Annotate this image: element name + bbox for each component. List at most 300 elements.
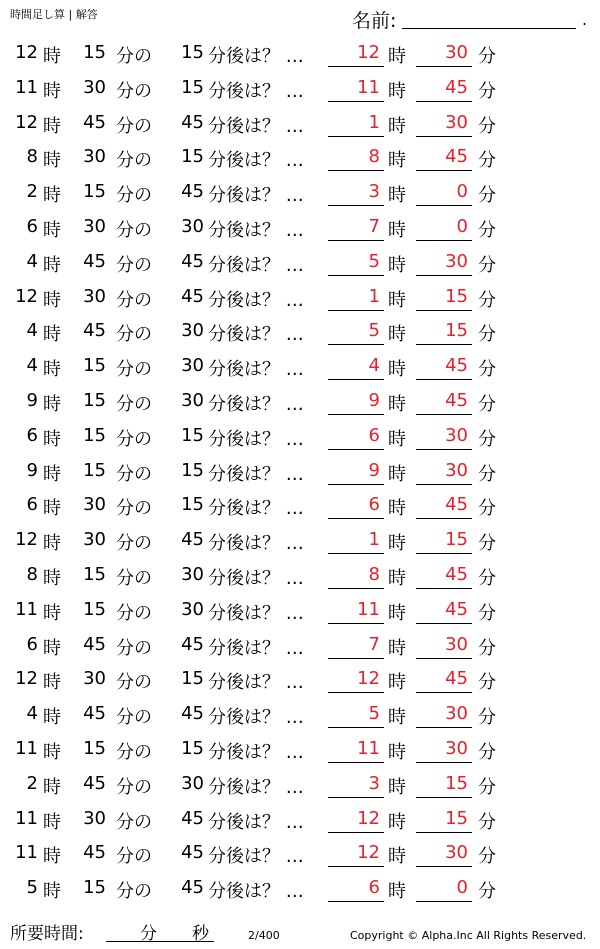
question-minute: 45 bbox=[83, 111, 106, 133]
question-minute: 30 bbox=[83, 529, 106, 551]
answer-minute-blank[interactable] bbox=[416, 658, 472, 659]
minute-of-label: 分の bbox=[116, 846, 152, 868]
hour-unit: 時 bbox=[43, 811, 61, 833]
answer-hour-unit: 時 bbox=[388, 393, 406, 415]
minutes-after-label: 分後は？ … bbox=[208, 846, 304, 868]
hour-unit: 時 bbox=[43, 80, 61, 102]
minutes-after-label: 分後は？ … bbox=[208, 289, 304, 311]
answer-minute-blank[interactable] bbox=[416, 66, 472, 67]
answer-hour-unit: 時 bbox=[388, 741, 406, 763]
answer-minute-blank[interactable] bbox=[416, 205, 472, 206]
minutes-after-label: 分後は？ … bbox=[208, 324, 304, 346]
answer-hour-unit: 時 bbox=[388, 498, 406, 520]
minutes-after-label: 分後は？ … bbox=[208, 219, 304, 241]
answer-hour-unit: 時 bbox=[388, 567, 406, 589]
minute-of-label: 分の bbox=[116, 46, 152, 67]
answer-hour: 4 bbox=[368, 355, 380, 377]
answer-hour-blank[interactable] bbox=[328, 136, 384, 137]
question-hour: 11 bbox=[15, 807, 38, 829]
answer-minute: 45 bbox=[445, 494, 468, 516]
question-minute: 15 bbox=[83, 877, 106, 899]
answer-minute-blank[interactable] bbox=[416, 588, 472, 589]
answer-minute-unit: 分 bbox=[478, 533, 496, 555]
answer-minute: 30 bbox=[445, 424, 468, 446]
question-hour: 6 bbox=[26, 633, 38, 655]
answer-hour-blank[interactable] bbox=[328, 658, 384, 659]
added-minutes: 45 bbox=[181, 877, 204, 899]
answer-hour-unit: 時 bbox=[388, 359, 406, 381]
question-hour: 4 bbox=[26, 703, 38, 725]
problem-row bbox=[0, 664, 600, 699]
question-minute: 30 bbox=[83, 668, 106, 690]
problem-row bbox=[0, 769, 600, 804]
added-minutes: 45 bbox=[181, 111, 204, 133]
question-hour: 4 bbox=[26, 250, 38, 272]
answer-hour: 3 bbox=[368, 181, 380, 203]
answer-minute: 45 bbox=[445, 76, 468, 98]
question-minute: 45 bbox=[83, 320, 106, 342]
added-minutes: 15 bbox=[181, 42, 204, 63]
hour-unit: 時 bbox=[43, 846, 61, 868]
answer-minute-blank[interactable] bbox=[416, 240, 472, 241]
question-minute: 45 bbox=[83, 772, 106, 794]
problem-row bbox=[0, 456, 600, 491]
question-hour: 2 bbox=[26, 772, 38, 794]
question-hour: 8 bbox=[26, 146, 38, 168]
minutes-after-label: 分後は？ … bbox=[208, 533, 304, 555]
answer-minute-blank[interactable] bbox=[416, 414, 472, 415]
added-minutes: 30 bbox=[181, 598, 204, 620]
answer-minute-blank[interactable] bbox=[416, 484, 472, 485]
answer-minute: 15 bbox=[445, 285, 468, 307]
minute-of-label: 分の bbox=[116, 776, 152, 798]
hour-unit: 時 bbox=[43, 185, 61, 207]
answer-minute-unit: 分 bbox=[478, 428, 496, 450]
problem-row bbox=[0, 351, 600, 386]
minutes-after-label: 分後は？ … bbox=[208, 254, 304, 276]
hour-unit: 時 bbox=[43, 115, 61, 137]
added-minutes: 15 bbox=[181, 494, 204, 516]
answer-hour-blank[interactable] bbox=[328, 901, 384, 902]
answer-hour: 12 bbox=[357, 42, 380, 63]
minute-of-label: 分の bbox=[116, 672, 152, 694]
answer-minute: 30 bbox=[445, 703, 468, 725]
minutes-after-label: 分後は？ … bbox=[208, 393, 304, 415]
minute-of-label: 分の bbox=[116, 498, 152, 520]
question-hour: 12 bbox=[15, 668, 38, 690]
problem-row bbox=[0, 73, 600, 108]
answer-hour: 11 bbox=[357, 598, 380, 620]
question-minute: 15 bbox=[83, 459, 106, 481]
minute-of-label: 分の bbox=[116, 289, 152, 311]
answer-hour-blank[interactable] bbox=[328, 205, 384, 206]
problem-row bbox=[0, 316, 600, 351]
answer-hour: 7 bbox=[368, 633, 380, 655]
answer-minute-blank[interactable] bbox=[416, 553, 472, 554]
answer-minute-blank[interactable] bbox=[416, 136, 472, 137]
answer-hour-blank[interactable] bbox=[328, 484, 384, 485]
answer-minute-blank[interactable] bbox=[416, 310, 472, 311]
question-hour: 12 bbox=[15, 285, 38, 307]
question-hour: 12 bbox=[15, 111, 38, 133]
question-hour: 2 bbox=[26, 181, 38, 203]
problem-row bbox=[0, 560, 600, 595]
answer-hour-unit: 時 bbox=[388, 533, 406, 555]
answer-hour-blank[interactable] bbox=[328, 414, 384, 415]
added-minutes: 15 bbox=[181, 668, 204, 690]
minute-of-label: 分の bbox=[116, 741, 152, 763]
answer-hour: 9 bbox=[368, 459, 380, 481]
answer-minute-blank[interactable] bbox=[416, 623, 472, 624]
answer-minute: 0 bbox=[456, 877, 468, 899]
answer-minute-blank[interactable] bbox=[416, 101, 472, 102]
answer-minute-blank[interactable] bbox=[416, 832, 472, 833]
hour-unit: 時 bbox=[43, 498, 61, 520]
answer-hour-blank[interactable] bbox=[328, 379, 384, 380]
answer-hour: 11 bbox=[357, 76, 380, 98]
answer-hour: 12 bbox=[357, 807, 380, 829]
time-second-unit: 秒 bbox=[192, 924, 209, 944]
minutes-after-label: 分後は？ … bbox=[208, 776, 304, 798]
minutes-after-label: 分後は？ … bbox=[208, 46, 304, 67]
answer-minute-unit: 分 bbox=[478, 811, 496, 833]
minute-of-label: 分の bbox=[116, 602, 152, 624]
answer-minute-blank[interactable] bbox=[416, 727, 472, 728]
hour-unit: 時 bbox=[43, 567, 61, 589]
minute-of-label: 分の bbox=[116, 428, 152, 450]
answer-minute: 45 bbox=[445, 389, 468, 411]
question-minute: 45 bbox=[83, 633, 106, 655]
answer-hour-unit: 時 bbox=[388, 254, 406, 276]
answer-hour: 6 bbox=[368, 877, 380, 899]
minute-of-label: 分の bbox=[116, 254, 152, 276]
answer-hour-unit: 時 bbox=[388, 324, 406, 346]
question-minute: 15 bbox=[83, 563, 106, 585]
problem-row bbox=[0, 699, 600, 734]
answer-minute-unit: 分 bbox=[478, 115, 496, 137]
question-minute: 15 bbox=[83, 598, 106, 620]
minutes-after-label: 分後は？ … bbox=[208, 672, 304, 694]
answer-minute-blank[interactable] bbox=[416, 797, 472, 798]
problem-row bbox=[0, 108, 600, 143]
answer-hour-blank[interactable] bbox=[328, 170, 384, 171]
question-minute: 30 bbox=[83, 215, 106, 237]
answer-hour-unit: 時 bbox=[388, 428, 406, 450]
question-minute: 15 bbox=[83, 424, 106, 446]
answer-minute-unit: 分 bbox=[478, 80, 496, 102]
minute-of-label: 分の bbox=[116, 115, 152, 137]
added-minutes: 30 bbox=[181, 389, 204, 411]
answer-hour-unit: 時 bbox=[388, 776, 406, 798]
problem-row bbox=[0, 177, 600, 212]
question-hour: 6 bbox=[26, 215, 38, 237]
problem-row bbox=[0, 873, 600, 908]
minutes-after-label: 分後は？ … bbox=[208, 498, 304, 520]
answer-hour: 5 bbox=[368, 320, 380, 342]
question-minute: 30 bbox=[83, 807, 106, 829]
hour-unit: 時 bbox=[43, 463, 61, 485]
question-minute: 30 bbox=[83, 494, 106, 516]
answer-hour: 5 bbox=[368, 703, 380, 725]
minute-of-label: 分の bbox=[116, 811, 152, 833]
answer-hour: 8 bbox=[368, 563, 380, 585]
added-minutes: 45 bbox=[181, 529, 204, 551]
answer-minute-unit: 分 bbox=[478, 741, 496, 763]
name-field[interactable] bbox=[352, 6, 592, 32]
answer-minute-unit: 分 bbox=[478, 185, 496, 207]
minute-of-label: 分の bbox=[116, 80, 152, 102]
minute-of-label: 分の bbox=[116, 881, 152, 903]
added-minutes: 15 bbox=[181, 76, 204, 98]
answer-hour: 1 bbox=[368, 111, 380, 133]
question-hour: 11 bbox=[15, 76, 38, 98]
answer-minute-unit: 分 bbox=[478, 359, 496, 381]
question-hour: 6 bbox=[26, 494, 38, 516]
answer-hour-blank[interactable] bbox=[328, 762, 384, 763]
added-minutes: 45 bbox=[181, 250, 204, 272]
answer-hour: 1 bbox=[368, 285, 380, 307]
answer-hour: 11 bbox=[357, 737, 380, 759]
minute-of-label: 分の bbox=[116, 707, 152, 729]
problem-row bbox=[0, 838, 600, 873]
answer-minute-blank[interactable] bbox=[416, 518, 472, 519]
problem-list bbox=[0, 38, 600, 908]
added-minutes: 45 bbox=[181, 842, 204, 864]
added-minutes: 15 bbox=[181, 737, 204, 759]
answer-hour-unit: 時 bbox=[388, 115, 406, 137]
question-hour: 9 bbox=[26, 459, 38, 481]
question-hour: 11 bbox=[15, 737, 38, 759]
added-minutes: 30 bbox=[181, 355, 204, 377]
question-minute: 30 bbox=[83, 146, 106, 168]
added-minutes: 30 bbox=[181, 772, 204, 794]
name-label: 名前: bbox=[352, 10, 397, 32]
added-minutes: 45 bbox=[181, 285, 204, 307]
answer-hour-unit: 時 bbox=[388, 80, 406, 102]
answer-minute: 0 bbox=[456, 181, 468, 203]
answer-hour-unit: 時 bbox=[388, 672, 406, 694]
added-minutes: 15 bbox=[181, 459, 204, 481]
hour-unit: 時 bbox=[43, 707, 61, 729]
answer-minute: 30 bbox=[445, 633, 468, 655]
answer-hour-blank[interactable] bbox=[328, 101, 384, 102]
answer-hour-blank[interactable] bbox=[328, 553, 384, 554]
answer-minute-blank[interactable] bbox=[416, 344, 472, 345]
minutes-after-label: 分後は？ … bbox=[208, 185, 304, 207]
answer-minute: 30 bbox=[445, 459, 468, 481]
minute-of-label: 分の bbox=[116, 567, 152, 589]
answer-hour-blank[interactable] bbox=[328, 588, 384, 589]
hour-unit: 時 bbox=[43, 359, 61, 381]
answer-hour-unit: 時 bbox=[388, 463, 406, 485]
minutes-after-label: 分後は？ … bbox=[208, 80, 304, 102]
answer-hour-blank[interactable] bbox=[328, 832, 384, 833]
answer-minute-blank[interactable] bbox=[416, 275, 472, 276]
answer-hour: 3 bbox=[368, 772, 380, 794]
answer-hour-unit: 時 bbox=[388, 811, 406, 833]
problem-row bbox=[0, 595, 600, 630]
answer-hour-unit: 時 bbox=[388, 219, 406, 241]
answer-minute: 45 bbox=[445, 598, 468, 620]
name-end-mark: . bbox=[582, 10, 588, 29]
answer-minute-unit: 分 bbox=[478, 254, 496, 276]
question-minute: 15 bbox=[83, 737, 106, 759]
answer-hour: 12 bbox=[357, 668, 380, 690]
answer-minute-unit: 分 bbox=[478, 881, 496, 903]
minutes-after-label: 分後は？ … bbox=[208, 567, 304, 589]
problem-row bbox=[0, 734, 600, 769]
added-minutes: 45 bbox=[181, 807, 204, 829]
question-minute: 30 bbox=[83, 285, 106, 307]
added-minutes: 45 bbox=[181, 181, 204, 203]
answer-minute: 15 bbox=[445, 772, 468, 794]
answer-minute-blank[interactable] bbox=[416, 449, 472, 450]
answer-minute: 0 bbox=[456, 215, 468, 237]
question-hour: 4 bbox=[26, 320, 38, 342]
answer-hour-blank[interactable] bbox=[328, 344, 384, 345]
question-minute: 45 bbox=[83, 703, 106, 725]
answer-minute-blank[interactable] bbox=[416, 170, 472, 171]
worksheet-title: 時間足し算 | 解答 bbox=[10, 8, 98, 21]
answer-minute: 15 bbox=[445, 807, 468, 829]
minutes-after-label: 分後は？ … bbox=[208, 637, 304, 659]
answer-hour-blank[interactable] bbox=[328, 692, 384, 693]
problem-row bbox=[0, 386, 600, 421]
question-hour: 9 bbox=[26, 389, 38, 411]
question-hour: 12 bbox=[15, 529, 38, 551]
minute-of-label: 分の bbox=[116, 393, 152, 415]
answer-hour-blank[interactable] bbox=[328, 449, 384, 450]
question-hour: 12 bbox=[15, 42, 38, 63]
answer-minute-unit: 分 bbox=[478, 776, 496, 798]
hour-unit: 時 bbox=[43, 393, 61, 415]
answer-minute-unit: 分 bbox=[478, 498, 496, 520]
answer-minute-blank[interactable] bbox=[416, 379, 472, 380]
problem-row bbox=[0, 804, 600, 839]
answer-hour: 9 bbox=[368, 389, 380, 411]
question-minute: 15 bbox=[83, 389, 106, 411]
question-hour: 11 bbox=[15, 598, 38, 620]
answer-minute-unit: 分 bbox=[478, 672, 496, 694]
answer-minute-blank[interactable] bbox=[416, 866, 472, 867]
answer-minute: 15 bbox=[445, 320, 468, 342]
minute-of-label: 分の bbox=[116, 637, 152, 659]
added-minutes: 15 bbox=[181, 424, 204, 446]
answer-hour-unit: 時 bbox=[388, 846, 406, 868]
hour-unit: 時 bbox=[43, 672, 61, 694]
answer-minute-unit: 分 bbox=[478, 150, 496, 172]
problem-row bbox=[0, 525, 600, 560]
minute-of-label: 分の bbox=[116, 219, 152, 241]
answer-minute-unit: 分 bbox=[478, 289, 496, 311]
minute-of-label: 分の bbox=[116, 359, 152, 381]
answer-hour-blank[interactable] bbox=[328, 310, 384, 311]
question-hour: 8 bbox=[26, 563, 38, 585]
answer-minute-unit: 分 bbox=[478, 324, 496, 346]
answer-hour-blank[interactable] bbox=[328, 518, 384, 519]
question-minute: 30 bbox=[83, 76, 106, 98]
minutes-after-label: 分後は？ … bbox=[208, 741, 304, 763]
problem-row bbox=[0, 282, 600, 317]
answer-minute: 45 bbox=[445, 355, 468, 377]
added-minutes: 15 bbox=[181, 146, 204, 168]
page-number: 2/400 bbox=[248, 929, 280, 942]
minute-of-label: 分の bbox=[116, 463, 152, 485]
answer-hour-blank[interactable] bbox=[328, 797, 384, 798]
answer-hour: 8 bbox=[368, 146, 380, 168]
answer-hour-blank[interactable] bbox=[328, 727, 384, 728]
answer-hour-unit: 時 bbox=[388, 185, 406, 207]
minutes-after-label: 分後は？ … bbox=[208, 428, 304, 450]
problem-row bbox=[0, 247, 600, 282]
question-minute: 45 bbox=[83, 842, 106, 864]
minute-of-label: 分の bbox=[116, 185, 152, 207]
answer-hour-blank[interactable] bbox=[328, 866, 384, 867]
question-minute: 45 bbox=[83, 250, 106, 272]
hour-unit: 時 bbox=[43, 219, 61, 241]
answer-hour-blank[interactable] bbox=[328, 275, 384, 276]
minutes-after-label: 分後は？ … bbox=[208, 881, 304, 903]
answer-hour-blank[interactable] bbox=[328, 623, 384, 624]
hour-unit: 時 bbox=[43, 428, 61, 450]
hour-unit: 時 bbox=[43, 254, 61, 276]
minutes-after-label: 分後は？ … bbox=[208, 602, 304, 624]
answer-minute-blank[interactable] bbox=[416, 901, 472, 902]
answer-minute: 45 bbox=[445, 146, 468, 168]
minutes-after-label: 分後は？ … bbox=[208, 463, 304, 485]
hour-unit: 時 bbox=[43, 602, 61, 624]
answer-hour-unit: 時 bbox=[388, 46, 406, 67]
minute-of-label: 分の bbox=[116, 324, 152, 346]
hour-unit: 時 bbox=[43, 637, 61, 659]
question-hour: 11 bbox=[15, 842, 38, 864]
hour-unit: 時 bbox=[43, 741, 61, 763]
problem-row bbox=[0, 212, 600, 247]
minutes-after-label: 分後は？ … bbox=[208, 115, 304, 137]
answer-minute-unit: 分 bbox=[478, 219, 496, 241]
answer-minute-unit: 分 bbox=[478, 846, 496, 868]
problem-row bbox=[0, 38, 600, 73]
time-required-label: 所要時間: bbox=[10, 924, 84, 944]
answer-minute: 30 bbox=[445, 737, 468, 759]
answer-minute-blank[interactable] bbox=[416, 762, 472, 763]
answer-hour-blank[interactable] bbox=[328, 240, 384, 241]
answer-minute-blank[interactable] bbox=[416, 692, 472, 693]
copyright: Copyright © Alpha.Inc All Rights Reserved. bbox=[350, 929, 587, 942]
answer-minute-unit: 分 bbox=[478, 567, 496, 589]
minutes-after-label: 分後は？ … bbox=[208, 811, 304, 833]
hour-unit: 時 bbox=[43, 150, 61, 172]
answer-hour: 6 bbox=[368, 494, 380, 516]
added-minutes: 30 bbox=[181, 215, 204, 237]
question-minute: 15 bbox=[83, 355, 106, 377]
added-minutes: 45 bbox=[181, 703, 204, 725]
answer-hour: 6 bbox=[368, 424, 380, 446]
time-minute-unit: 分 bbox=[140, 924, 157, 944]
answer-minute-unit: 分 bbox=[478, 463, 496, 485]
question-minute: 15 bbox=[83, 181, 106, 203]
answer-minute-unit: 分 bbox=[478, 637, 496, 659]
question-hour: 6 bbox=[26, 424, 38, 446]
answer-hour-unit: 時 bbox=[388, 881, 406, 903]
problem-row bbox=[0, 421, 600, 456]
answer-minute-unit: 分 bbox=[478, 46, 496, 67]
answer-minute: 30 bbox=[445, 250, 468, 272]
problem-row bbox=[0, 490, 600, 525]
minutes-after-label: 分後は？ … bbox=[208, 150, 304, 172]
answer-minute: 45 bbox=[445, 668, 468, 690]
answer-hour-blank[interactable] bbox=[328, 66, 384, 67]
